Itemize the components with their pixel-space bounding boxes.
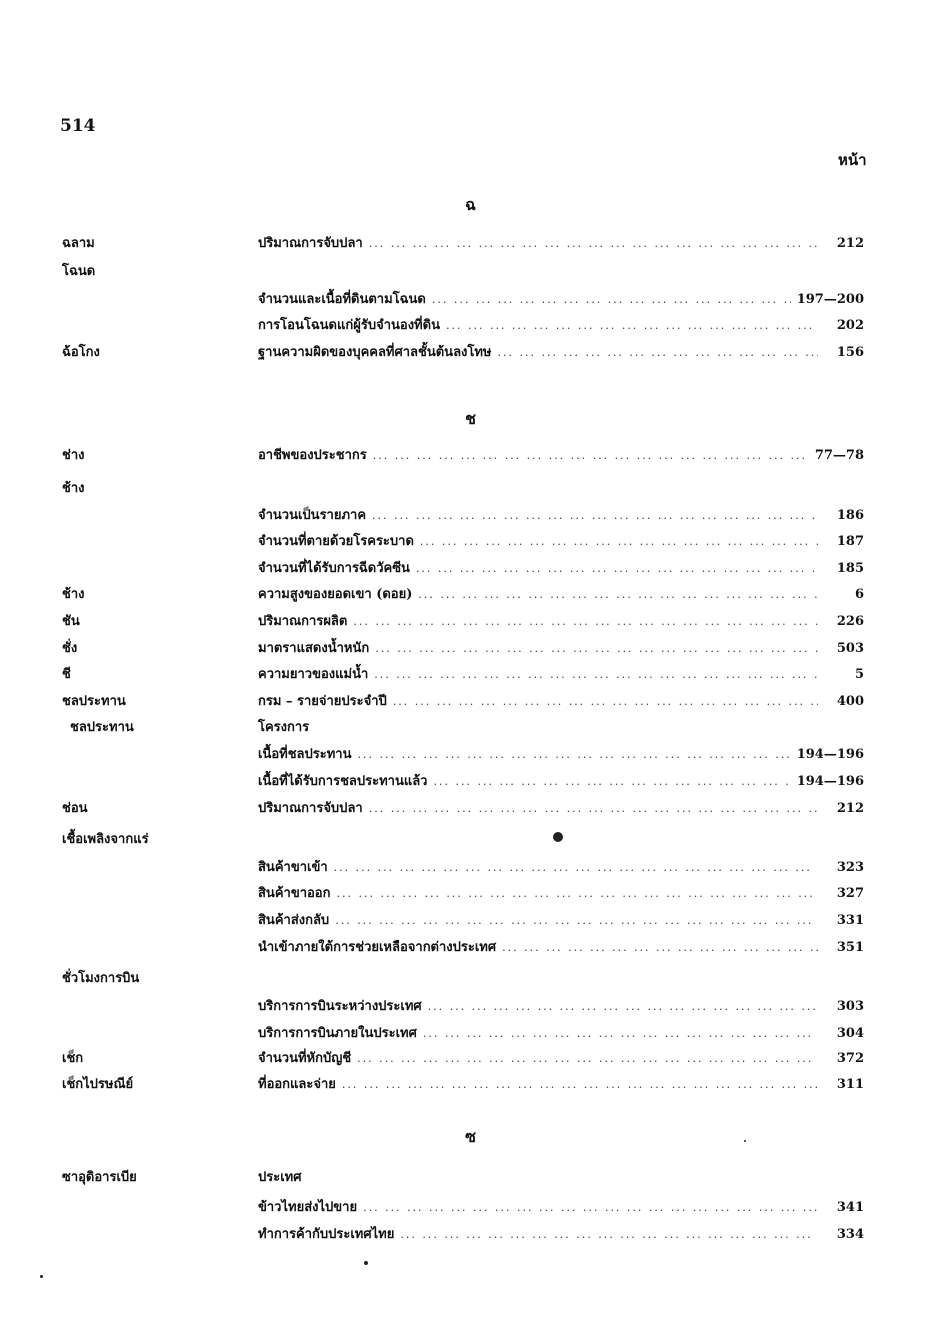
index-term: ช้าง: [62, 481, 85, 496]
index-entry-desc: จำนวนที่ตายด้วยโรคระบาด: [258, 534, 414, 549]
index-row: [0, 995, 941, 1021]
dot-leader: [363, 1201, 818, 1214]
dot-leader: [446, 319, 818, 332]
index-entry-desc: เนื้อที่ชลประทาน: [258, 747, 352, 762]
section-letter: ซ: [465, 1127, 476, 1146]
index-page-ref: 197—200: [796, 292, 864, 307]
index-row: [0, 743, 941, 769]
index-page-ref: 331: [836, 913, 864, 928]
index-page-ref: 194—196: [796, 747, 864, 762]
scan-speck: [40, 1275, 43, 1278]
index-term: ซาอุดิอารเบีย: [62, 1170, 137, 1185]
index-page-ref: 6: [854, 587, 864, 602]
index-row: [0, 797, 941, 823]
section-letter: ช: [465, 409, 476, 428]
section-letter: ฉ: [465, 195, 476, 214]
index-row: [0, 882, 941, 908]
index-term: ช่าง: [62, 448, 85, 463]
index-row: [0, 1196, 941, 1222]
index-row: [0, 504, 941, 530]
index-entry-desc: จำนวนและเนื้อที่ดินตามโฉนด: [258, 292, 426, 307]
index-row: [0, 610, 941, 636]
dot-leader: [432, 293, 791, 306]
index-term: โฉนด: [62, 264, 96, 279]
index-entry-desc: จำนวนที่หักบัญชี: [258, 1051, 352, 1066]
index-entry-desc: อาชีพของประชากร: [258, 448, 367, 463]
index-entry-desc: นำเข้าภายใต้การช่วยเหลือจากต่างประเทศ: [258, 940, 497, 955]
index-row: [0, 260, 941, 286]
page-number: 514: [60, 116, 96, 136]
index-page-ref: 77—78: [814, 448, 864, 463]
index-entry-desc: ทำการค้ากับประเทศไทย: [258, 1227, 395, 1242]
index-term: ชั่วโมงการบิน: [62, 971, 140, 986]
scan-speck: [553, 832, 563, 842]
index-row: [0, 936, 941, 962]
index-entry-desc: มาตราแสดงน้ำหนัก: [258, 641, 370, 656]
index-page-ref: 351: [836, 940, 864, 955]
dot-leader: [369, 237, 818, 250]
index-row: [0, 444, 941, 470]
index-page-ref: 334: [836, 1227, 864, 1242]
dot-leader: [420, 535, 818, 548]
index-page-ref: 212: [836, 801, 864, 816]
index-page-ref: 5: [854, 667, 864, 682]
dot-leader: [337, 887, 819, 900]
index-term: ฉลาม: [62, 236, 95, 251]
index-row: [0, 1166, 941, 1192]
index-term: ฉ้อโกง: [62, 345, 100, 360]
index-row: [0, 770, 941, 796]
index-row: [0, 637, 941, 663]
index-entry-desc: เนื้อที่ได้รับการชลประทานแล้ว: [258, 774, 428, 789]
dot-leader: [423, 1027, 818, 1040]
index-entry-desc: จำนวนที่ได้รับการฉีดวัคซีน: [258, 561, 410, 576]
dot-leader: [374, 668, 818, 681]
index-entry-desc: ข้าวไทยส่งไปขาย: [258, 1200, 358, 1215]
index-row: [0, 909, 941, 935]
index-term: ช่อน: [62, 801, 88, 816]
dot-leader: [357, 1052, 818, 1065]
dot-leader: [334, 861, 818, 874]
index-entry-desc: สินค้าขาออก: [258, 886, 331, 901]
dot-leader: [498, 346, 819, 359]
index-page-ref: 327: [836, 886, 864, 901]
dot-leader: [400, 1228, 818, 1241]
index-entry-desc: โครงการ: [258, 720, 310, 735]
index-page-ref: 341: [836, 1200, 864, 1215]
index-row: [0, 967, 941, 993]
index-entry-desc: ความสูงของยอดเขา (ดอย): [258, 587, 413, 602]
index-row: [0, 341, 941, 367]
index-entry-desc: บริการการบินระหว่างประเทศ: [258, 999, 422, 1014]
index-entry-desc: จำนวนเป็นรายภาค: [258, 508, 367, 523]
index-page-ref: 400: [836, 694, 864, 709]
index-term: ชัน: [62, 614, 80, 629]
index-entry-desc: ปริมาณการจับปลา: [258, 236, 363, 251]
index-entry-desc: สินค้าขาเข้า: [258, 860, 328, 875]
index-row: [0, 690, 941, 716]
dot-leader: [428, 1000, 818, 1013]
index-row: [0, 716, 941, 742]
index-entry-desc: กรม – รายจ่ายประจำปี: [258, 694, 387, 709]
index-page-ref: 156: [836, 345, 864, 360]
index-entry-desc: ฐานความผิดของบุคคลที่ศาลชั้นต้นลงโทษ: [258, 345, 492, 360]
dot-leader: [433, 775, 790, 788]
index-row: [0, 856, 941, 882]
dot-leader: [502, 941, 818, 954]
index-page-ref: 185: [836, 561, 864, 576]
index-term: ชลประทาน: [70, 720, 134, 735]
index-term: เชื้อเพลิงจากแร่: [62, 832, 149, 847]
index-row: [0, 530, 941, 556]
index-page-ref: 212: [836, 236, 864, 251]
index-row: [0, 477, 941, 503]
index-term: เช็กไปรษณีย์: [62, 1077, 134, 1092]
dot-leader: [372, 509, 818, 522]
dot-leader: [353, 615, 818, 628]
dot-leader: [393, 695, 818, 708]
index-page-ref: 311: [836, 1077, 864, 1092]
dot-leader: [375, 642, 818, 655]
index-page-ref: 194—196: [796, 774, 864, 789]
dot-leader: [357, 748, 790, 761]
index-row: [0, 1223, 941, 1249]
dot-leader: [335, 914, 818, 927]
index-term: ช้าง: [62, 587, 85, 602]
index-entry-desc: ที่ออกและจ่าย: [258, 1077, 336, 1092]
index-entry-desc: บริการการบินภายในประเทศ: [258, 1026, 417, 1041]
index-row: [0, 232, 941, 258]
index-entry-desc: การโอนโฉนดแก่ผู้รับจำนองที่ดิน: [258, 318, 440, 333]
page-column-header: หน้า: [838, 151, 867, 169]
index-row: [0, 314, 941, 340]
index-row: [0, 1022, 941, 1048]
index-page-ref: 303: [836, 999, 864, 1014]
scan-speck: [364, 1261, 368, 1265]
index-entry-desc: ประเทศ: [258, 1170, 302, 1185]
index-entry-desc: ความยาวของแม่น้ำ: [258, 667, 369, 682]
index-row: [0, 288, 941, 314]
index-page-ref: 304: [836, 1026, 864, 1041]
index-page-ref: 202: [836, 318, 864, 333]
dot-leader: [369, 802, 818, 815]
index-page-ref: 372: [836, 1051, 864, 1066]
index-row: [0, 828, 941, 854]
dot-leader: [416, 562, 818, 575]
index-term: ชลประทาน: [62, 694, 126, 709]
index-entry-desc: ปริมาณการจับปลา: [258, 801, 363, 816]
index-row: [0, 1073, 941, 1099]
dot-leader: [373, 449, 809, 462]
index-entry-desc: สินค้าส่งกลับ: [258, 913, 330, 928]
index-term: ชี: [62, 667, 71, 682]
index-row: [0, 557, 941, 583]
index-term: เช็ก: [62, 1051, 84, 1066]
dot-leader: [418, 588, 818, 601]
index-page-ref: 226: [836, 614, 864, 629]
index-row: [0, 663, 941, 689]
index-page-ref: 503: [836, 641, 864, 656]
index-page-ref: 186: [836, 508, 864, 523]
dot-leader: [342, 1078, 818, 1091]
index-page-ref: 187: [836, 534, 864, 549]
index-term: ชั่ง: [62, 641, 78, 656]
index-page-ref: 323: [836, 860, 864, 875]
index-row: [0, 583, 941, 609]
scan-speck: [744, 1140, 746, 1142]
index-row: [0, 1047, 941, 1073]
index-entry-desc: ปริมาณการผลิต: [258, 614, 348, 629]
